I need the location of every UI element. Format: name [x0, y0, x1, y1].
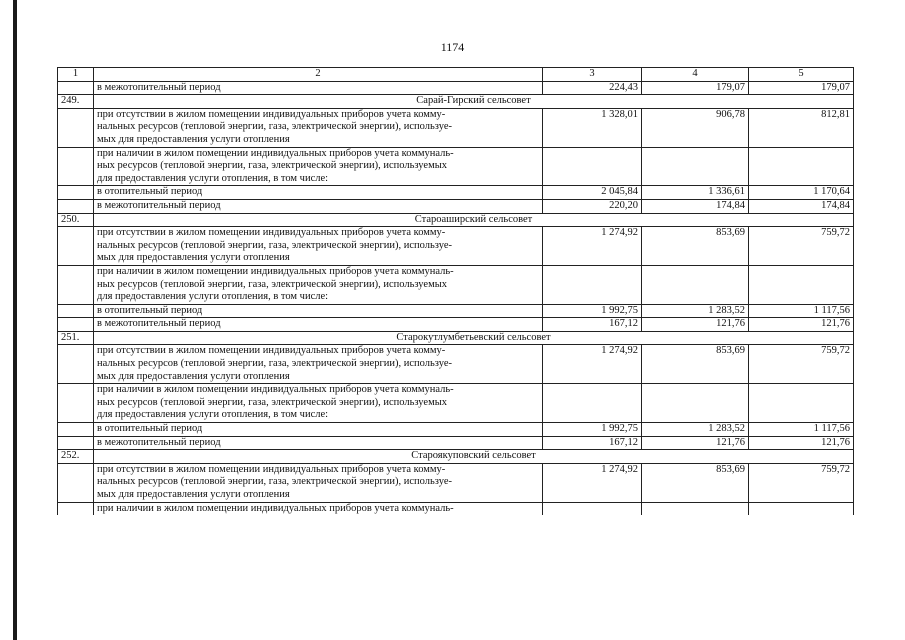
- row-label: при отсутствии в жилом помещении индивидуальных приборов учета комму- нальных ресурсов (тепловой энергии, газа, электрической энергии), используе- мых для предоставления услуги отопления: [94, 227, 543, 266]
- table-row: [58, 436, 854, 450]
- value-cell-col4: 174,84: [642, 199, 749, 213]
- value-cell-col5: [749, 265, 854, 304]
- section-row: [58, 450, 854, 464]
- value-cell-col3: 2 045,84: [543, 186, 642, 200]
- row-number-cell: [58, 199, 94, 213]
- table-row: [58, 227, 854, 266]
- value-cell-col4: 1 283,52: [642, 423, 749, 437]
- table-row: [58, 463, 854, 502]
- value-cell-col3: 1 328,01: [543, 108, 642, 147]
- value-cell-col3: 1 274,92: [543, 463, 642, 502]
- table-row: [58, 423, 854, 437]
- value-cell-col4: 1 336,61: [642, 186, 749, 200]
- section-number: 251.: [58, 331, 94, 345]
- value-cell-col5: 179,07: [749, 81, 854, 95]
- value-cell-col5: [749, 384, 854, 423]
- section-number: 250.: [58, 213, 94, 227]
- section-title: Старокутлумбетьевский сельсовет: [94, 331, 854, 345]
- value-cell-col5: 1 170,64: [749, 186, 854, 200]
- row-number-cell: [58, 108, 94, 147]
- header-cell: 4: [642, 68, 749, 82]
- value-cell-col4: 853,69: [642, 227, 749, 266]
- row-label: в отопительный период: [94, 423, 543, 437]
- table-row: [58, 304, 854, 318]
- row-number-cell: [58, 227, 94, 266]
- row-label: в межотопительный период: [94, 81, 543, 95]
- row-label: при отсутствии в жилом помещении индивидуальных приборов учета комму- нальных ресурсов (тепловой энергии, газа, электрической энергии), используе- мых для предоставления услуги отопления: [94, 108, 543, 147]
- table-row: [58, 81, 854, 95]
- row-label: при отсутствии в жилом помещении индивидуальных приборов учета комму- нальных ресурсов (тепловой энергии, газа, электрической энергии), используе- мых для предоставления услуги отопления: [94, 345, 543, 384]
- value-cell-col3: 1 992,75: [543, 423, 642, 437]
- header-cell: 3: [543, 68, 642, 82]
- value-cell-col3: 1 274,92: [543, 227, 642, 266]
- section-title: Сарай-Гирский сельсовет: [94, 95, 854, 109]
- value-cell-col3: [543, 147, 642, 186]
- value-cell-col5: 1 117,56: [749, 304, 854, 318]
- header-cell: 2: [94, 68, 543, 82]
- value-cell-col4: 121,76: [642, 318, 749, 332]
- value-cell-col5: 759,72: [749, 345, 854, 384]
- row-number-cell: [58, 147, 94, 186]
- row-number-cell: [58, 502, 94, 515]
- row-number-cell: [58, 345, 94, 384]
- value-cell-col3: 167,12: [543, 318, 642, 332]
- row-label: в межотопительный период: [94, 436, 543, 450]
- row-number-cell: [58, 463, 94, 502]
- value-cell-col4: 853,69: [642, 463, 749, 502]
- section-number: 252.: [58, 450, 94, 464]
- page-edge-bar: [13, 0, 17, 640]
- value-cell-col4: 179,07: [642, 81, 749, 95]
- section-row: [58, 95, 854, 109]
- row-label: при наличии в жилом помещении индивидуальных приборов учета коммуналь- ных ресурсов (тепловой энергии, газа, электрической энергии), используемых для предоставления услуги отопления, в том числе:: [94, 265, 543, 304]
- value-cell-col3: 1 992,75: [543, 304, 642, 318]
- section-title: Староаширский сельсовет: [94, 213, 854, 227]
- value-cell-col4: [642, 265, 749, 304]
- value-cell-col4: [642, 384, 749, 423]
- table-row: [58, 186, 854, 200]
- table-row: [58, 318, 854, 332]
- section-title: Староякуповский сельсовет: [94, 450, 854, 464]
- header-cell: 1: [58, 68, 94, 82]
- value-cell-col3: 220,20: [543, 199, 642, 213]
- value-cell-col4: [642, 147, 749, 186]
- value-cell-col4: 121,76: [642, 436, 749, 450]
- table-row: [58, 502, 854, 515]
- row-label: в межотопительный период: [94, 318, 543, 332]
- row-number-cell: [58, 265, 94, 304]
- row-label: в межотопительный период: [94, 199, 543, 213]
- table-row: [58, 384, 854, 423]
- row-label: при наличии в жилом помещении индивидуальных приборов учета коммуналь- ных ресурсов (тепловой энергии, газа, электрической энергии), используемых для предоставления услуги отопления, в том числе:: [94, 147, 543, 186]
- value-cell-col5: 121,76: [749, 436, 854, 450]
- section-row: [58, 331, 854, 345]
- value-cell-col3: [543, 502, 642, 515]
- header-cell: 5: [749, 68, 854, 82]
- value-cell-col5: 174,84: [749, 199, 854, 213]
- table-row: [58, 265, 854, 304]
- row-label: при наличии в жилом помещении индивидуальных приборов учета коммуналь-: [94, 502, 543, 515]
- row-label: в отопительный период: [94, 186, 543, 200]
- table-row: [58, 108, 854, 147]
- page-number: 1174: [440, 40, 465, 54]
- value-cell-col3: [543, 384, 642, 423]
- row-number-cell: [58, 186, 94, 200]
- row-number-cell: [58, 304, 94, 318]
- table-row: [58, 199, 854, 213]
- value-cell-col3: [543, 265, 642, 304]
- value-cell-col5: 759,72: [749, 227, 854, 266]
- table-header-row: [58, 68, 854, 82]
- value-cell-col4: 906,78: [642, 108, 749, 147]
- tariff-table: [57, 67, 854, 515]
- value-cell-col5: [749, 502, 854, 515]
- value-cell-col4: [642, 502, 749, 515]
- section-number: 249.: [58, 95, 94, 109]
- row-number-cell: [58, 384, 94, 423]
- value-cell-col5: 812,81: [749, 108, 854, 147]
- section-row: [58, 213, 854, 227]
- value-cell-col3: 1 274,92: [543, 345, 642, 384]
- value-cell-col5: [749, 147, 854, 186]
- row-label: при наличии в жилом помещении индивидуальных приборов учета коммуналь- ных ресурсов (тепловой энергии, газа, электрической энергии), используемых для предоставления услуги отопления, в том числе:: [94, 384, 543, 423]
- row-number-cell: [58, 81, 94, 95]
- value-cell-col3: 167,12: [543, 436, 642, 450]
- value-cell-col5: 121,76: [749, 318, 854, 332]
- row-number-cell: [58, 436, 94, 450]
- value-cell-col5: 759,72: [749, 463, 854, 502]
- value-cell-col5: 1 117,56: [749, 423, 854, 437]
- row-number-cell: [58, 318, 94, 332]
- table-row: [58, 345, 854, 384]
- row-label: в отопительный период: [94, 304, 543, 318]
- value-cell-col4: 853,69: [642, 345, 749, 384]
- row-number-cell: [58, 423, 94, 437]
- value-cell-col4: 1 283,52: [642, 304, 749, 318]
- table-row: [58, 147, 854, 186]
- value-cell-col3: 224,43: [543, 81, 642, 95]
- row-label: при отсутствии в жилом помещении индивидуальных приборов учета комму- нальных ресурсов (тепловой энергии, газа, электрической энергии), используе- мых для предоставления услуги отопления: [94, 463, 543, 502]
